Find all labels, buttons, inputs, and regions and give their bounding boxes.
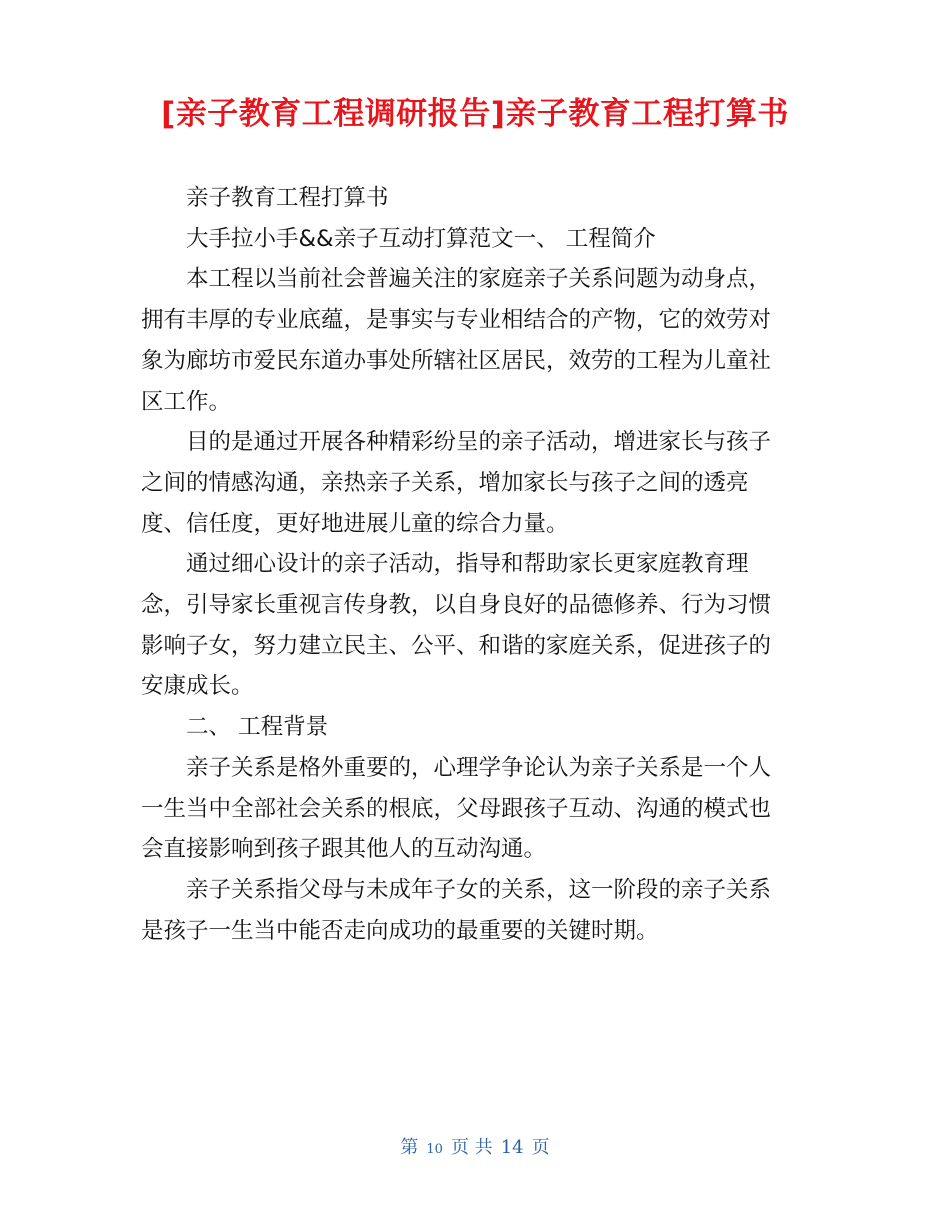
paragraph: 通过细心设计的亲子活动，指导和帮助家长更家庭教育理念，引导家长重视言传身教，以自身良好的品德修养、行为习惯影响子女，努力建立民主、公平、和谐的家庭关系，促进孩子的安康成长。 xyxy=(141,551,772,700)
page-footer xyxy=(0,1133,950,1159)
paragraph: 亲子关系指父母与未成年子女的关系，这一阶段的亲子关系是孩子一生当中能否走向成功的最重要的关键时期。 xyxy=(141,876,772,944)
footer-suffix: 页 xyxy=(531,1137,550,1158)
document-title: [亲子教育工程调研报告]亲子教育工程打算书 xyxy=(161,96,789,132)
total-page-number: 14 xyxy=(500,1137,524,1158)
paragraph: 亲子关系是格外重要的，心理学争论认为亲子关系是一个人一生当中全部社会关系的根底，父母跟孩子互动、沟通的模式也会直接影响到孩子跟其他人的互动沟通。 xyxy=(141,754,772,863)
section1-heading: 大手拉小手&&亲子互动打算范文一、 工程简介 xyxy=(186,225,656,252)
section2-heading: 二、 工程背景 xyxy=(186,714,329,741)
document-subtitle: 亲子教育工程打算书 xyxy=(186,185,389,211)
document-body xyxy=(141,178,793,951)
paragraph: 目的是通过开展各种精彩纷呈的亲子活动，增进家长与孩子之间的情感沟通，亲热亲子关系，增加家长与孩子之间的透亮度、信任度，更好地进展儿童的综合力量。 xyxy=(141,429,772,537)
paragraph: 本工程以当前社会普遍关注的家庭亲子关系问题为动身点，拥有丰厚的专业底蕴，是事实与专业相结合的产物，它的效劳对象为廊坊市爱民东道办事处所辖社区居民，效劳的工程为儿童社区工作。 xyxy=(141,266,772,415)
footer-middle: 页 共 xyxy=(450,1137,493,1158)
footer-prefix: 第 xyxy=(400,1137,419,1158)
current-page-number: 10 xyxy=(426,1142,443,1157)
